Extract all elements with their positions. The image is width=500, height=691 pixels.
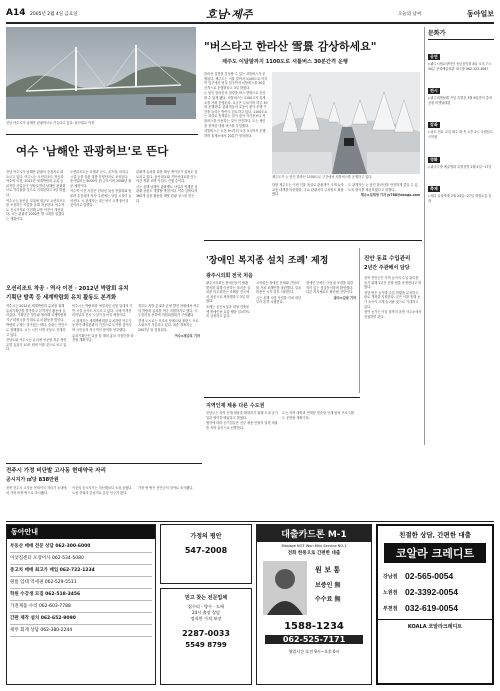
page-number: A14 (6, 8, 26, 18)
center-box-item: 집수리 · 방수 · 도배 (187, 604, 225, 609)
welfare-body-col3: 장애인 단체는 이동권 보장을 위한 의미 있는 첫걸음이라며 환영했다. 다른 지자체로도 확산될 전망이다. 광주=김권 기자 (306, 281, 356, 300)
consult-body: 전북 진안군은 지역 농가의 수입 관리를 돕기 위해 2년간 전담 팀을 운영한다고 밝혔다. 전담 팀은 농가별 수입 현황을 분석하고 판로 개척을 지원한다. 군은 이를 통해 농가 소득이 크게 늘어날 것으로 기대하고 있다. 참여 농가는 이달 말까지 읍면 사무소에서 신청하면 된다. (364, 276, 422, 319)
sidebar (428, 28, 494, 446)
card-loan-ad (256, 524, 372, 685)
credit-ad-row-label: 강남점 (383, 573, 398, 580)
consult-subhead: 2년간 주관해서 담당 (364, 265, 410, 271)
consult-headline: 진안 동료 수입관리 (364, 256, 411, 262)
hallasan-subhead: 제주도 이달말까지 1100도로 셔틀버스 30분간격 운행 (222, 59, 348, 65)
photo-caption: 전남 여수시가 남해안 관광허브로 거듭나고 있다. 돌산대교 야경 (6, 121, 95, 125)
bottom-left-rule (6, 463, 202, 464)
newspaper-name: 동아일보 (466, 9, 494, 18)
welfare-body: 광주시의회는 장애인들이 생활 편의를 위해 이용하는 복지종 설치를 의무화하는 조례를 전국에서 처음으로 제정했다고 3일 밝혔다. (206, 281, 251, 304)
bottom-left-body-col3: 가장 싼 땅은 진안군의 임야로 조사됐다. (138, 486, 194, 490)
yeosu-bridge-photo (6, 27, 196, 119)
ads-top-rule (6, 521, 494, 522)
bridge-photo-image (6, 27, 196, 119)
welfare-body-col2: 시의회는 장애인 단체와 간담회를 거쳐 조례안을 마련했다. 설치 비용은 시가 일부 지원한다. 시는 올해 시범 사업을 거쳐 내년부터 본격 시행한다. (256, 281, 302, 305)
sidebar-block-label: 전시 (430, 88, 438, 94)
credit-ad-top: 친절한 상담, 간편한 대출 (399, 531, 471, 539)
sidebar-block-text: ▷제주 들불축제 2월 24일~27일 새별오름 일대 (428, 194, 492, 203)
center-ad-1 (160, 524, 252, 584)
credit-ad-row-label: 부천점 (383, 605, 398, 612)
classified-item: 이삿짐센터 포장이사 062-534-5080 (10, 553, 152, 565)
sidebar-block-text: ▷남도 민요 교실 매주 화·목 오후 2시 국립남도국악원 (428, 130, 493, 139)
yeosu-body: 전남 여수시가 남해안 관광의 중심지로 떠오르고 있다. 여수시는 오션리조트 착공과 여수역 이전, 2012년 세계박람회 유치 등 굵직한 사업들이 잇따르면서 남해안 관광허브로 자리잡을 것으로 기대된다고 3일 밝혔다. (6, 170, 66, 197)
masthead-rule (6, 22, 494, 24)
credit-ad-row (383, 587, 487, 597)
welfare-headline: '장애인 복지종 설치 조례' 제정 (206, 256, 329, 266)
sidebar-block (428, 146, 494, 170)
card-loan-promo-box (307, 561, 371, 615)
sidebar-block-text: ▷광주비엔날레 기념 특별전 3월 6일까지 중외공원 비엔날레관 (428, 96, 492, 105)
hallasan-body-col1: 한라산 설경을 감상할 수 있는 셔틀버스가 운행된다. 제주도는 이달 말까지 1100도로 어리목 입구에서 영실 입구까지 셔틀버스를 30분 간격으로 운행한다고 3일 밝혔다. 눈 덮인 한라산의 절경을 버스 창밖으로 감상할 수 있게 됐다. 셔틀버스는 1100고지 휴게소를 거쳐 운행된다. 요금은 무료이며 하루 30회 운행한다. 관광객들의 호응이 좋아 운행 기간을 늘리는 방안도 검토하고 있다. 1100도로는 폭설로 통제되는 일이 잦아 자가용보다 셔틀버스를 이용하는 것이 안전하다. 도는 체인을 장착한 대형 버스를 투입했다. 셔틀버스는 오전 9시부터 오후 5시까지 운행하며 휴게소에서 20분간 정차한다. (204, 72, 268, 138)
yeosu-body-col3: 관광객 유치를 위한 해상 케이블카 설치도 검토되고 있다. 돌산대교와 거북선대교를 잇는 야간 경관 조명 사업도 진행 중이다. 시는 올해 남해안 관광벨트 사업과 연계한 섬 관광 상품도 개발할 방침이다. 여수 앞바다의 365개 섬을 활용한 해양 관광 코스를 만든다. (136, 170, 198, 203)
center-box-item: 24시 출장 상담 (191, 610, 221, 615)
hallasan-byline: 제주=임재영 기자 jy788@donga.com (360, 193, 420, 198)
card-loan-footer: 영업시간 오전 9시~오후 6시 (288, 649, 340, 654)
yeosu-subhead-2: 기획단 발족 등 세계박람회 유치 활동도 본격화 (6, 295, 117, 301)
sidebar-block (428, 175, 494, 203)
card-loan-phone-2: 062-525-7171 (265, 635, 363, 644)
mid-lower-body-col2: 도는 지역 대학과 연계한 맞춤형 인재 양성 프로그램도 운영할 계획이다. (282, 411, 354, 420)
center-ad-phone-3: 5549 8799 (185, 641, 227, 649)
mid-lower-body-col1: 전남도는 지역 인재 채용을 확대하기 위해 도내 공기업과 협약을 맺었다고 밝혔다. 협약에 따라 공기업들은 신규 채용 인원의 일정 비율을 지역 출신으로 선발한다. (206, 411, 278, 430)
sidebar-block-label: 강좌 (430, 122, 438, 128)
bottom-left-body: 전북 전주시 고사동 현대약국 자리가 도내에서 가장 비싼 땅으로 조사됐다. (6, 486, 67, 495)
yeosu-body-col5: 여수시는 박람회장 예정지인 신항 일대의 기반 시설 공사도 서두르고 있다. 국제 여객선 터미널과 전시 시설이 들어설 예정이다. 시 관계자는 세계박람회를 유치하면 여수가 동북아 해양관광의 거점으로 도약할 것이라며 시민들의 적극적인 참여를 당부했다. 유치기획단은 다음 달 해외 홍보 사절단을 파견할 계획이다. (72, 304, 134, 343)
center-box-item: 정직한 가격 보장 (190, 616, 222, 621)
sidebar-block-label: 축제 (430, 186, 438, 192)
hallasan-body-col2: 한편 제주도는 이번 겨울 폭설로 관광객이 크게 늘자 교통 대책을 마련했다. 주요 관광지의 주차장도 확충했다. (272, 183, 344, 197)
classified-item: 간판 제작 설치 062-652-9090 (10, 613, 152, 625)
sidebar-block-list (428, 43, 494, 203)
consult-body-text: 전북 진안군은 지역 농가의 수입 관리를 돕기 위해 2년간 전담 팀을 운영한다고 밝혔다. (364, 276, 422, 290)
section-logo: 호남·제주 (206, 8, 253, 21)
mid-rule (204, 240, 422, 241)
mid-lower-body: 전남도는 지역 인재 채용을 확대하기 위해 도내 공기업과 협약을 맺었다고 밝혔다. (206, 411, 278, 420)
credit-ad (376, 524, 494, 685)
hallasan-body: 한라산 설경을 감상할 수 있는 셔틀버스가 운행된다. 제주도는 이달 말까지 1100도로 어리목 입구에서 영실 입구까지 셔틀버스를 30분 간격으로 운행한다고 3일 밝혔다. (204, 72, 268, 90)
yeosu-body-col4: 여수시는 2012년 세계박람회 유치를 위해 유치기획단을 발족하고 본격적인 활동에 들어갔다. 기획단은 정부와 협력해 국제박람회기구 회원국을 상대로 유치 활동을 벌인다. 박람회 주제는 살아있는 바다, 숨쉬는 연안으로 정해졌다. 시는 시민 서명 운동도 전개하고 있다. 전남도와 여수시는 유치에 성공할 경우 생산 유발 효과가 10조 원에 이를 것으로 보고 있다. (6, 304, 68, 352)
mid-lower-subhead: 지역인재 채용 다른 수도권 (206, 403, 265, 409)
card-loan-title: 대출카드론 M-1 (257, 525, 371, 542)
credit-ad-row-label: 노원점 (383, 589, 398, 596)
sidebar-block (428, 111, 494, 139)
card-loan-promo2: 보증인 無 (315, 582, 341, 589)
center-ad-2 (160, 588, 252, 685)
yeosu-body-col1: 전남 여수시가 남해안 관광의 중심지로 떠오르고 있다. 여수시는 오션리조트 착공과 여수역 이전, 2012년 세계박람회 유치 등 굵직한 사업들이 잇따르면서 남해안 관광허브로 자리잡을 것으로 기대된다고 3일 밝혔다. 여수시는 돌산읍 일대에 대규모 오션리조트를 조성하는 사업을 올해 착공한다. 여수역도 신시가지로 이전해 교통 여건이 개선된다. 시는 관광객 1000만 명 시대를 열겠다는 계획이다. (6, 170, 66, 221)
bottom-left-body-col1 (6, 486, 68, 520)
sidebar-block (428, 77, 494, 105)
card-loan-sub2: 전화 한통으로 간편한 대출 (287, 551, 341, 556)
yeosu-headline: 여수 '남해안 관광허브'로 뜬다 (16, 144, 169, 158)
card-loan-sub: Manage NOT Won Mini Service NO.1 (281, 544, 347, 548)
bottom-left-body-col2: 이곳의 공시지가는 지난해보다 소폭 올랐다. 도심 상권의 중심지로 유동 인구가 많다. (72, 486, 133, 495)
card-loan-promo: 원 보 통 (315, 566, 341, 574)
credit-ad-row (383, 571, 487, 581)
consult-divider (359, 248, 360, 393)
date-line: 2005년 2월 4일 금요일 (30, 12, 78, 17)
sidebar-block (428, 43, 494, 71)
sidebar-divider (424, 27, 425, 445)
hallasan-headline: "버스타고 한라산 雪景 감상하세요" (204, 40, 377, 53)
snow-photo-image (272, 72, 420, 174)
hallasan-body-col3: 도 관계자는 눈 덮인 한라산을 안전하게 즐길 수 있도록 편의를 제공하겠다고 말했다. 제주=임재영 기자 jy788@donga.com (348, 183, 420, 198)
credit-ad-row-phone: 02-565-0054 (405, 571, 454, 581)
center-ad-phone-2: 2287-0033 (182, 629, 230, 638)
snow-road-photo (272, 72, 420, 174)
hallasan-caption: 제주도가 눈 덮인 한라산 1100도로 구간에서 셔틀버스를 운행하고 있다. (272, 175, 373, 179)
sidebar-block-label: 공연 (430, 54, 438, 59)
credit-ad-row-phone: 02-3392-0054 (405, 587, 458, 597)
bottom-left-headline: 전주시 가정 비단발 고사동 현대약국 자리 (6, 468, 106, 474)
yeosu-body-col2: 오션리조트는 호텔과 콘도, 골프장, 마리나 시설 등을 갖춘 복합 휴양단지로 조성된다. 총사업비는 5000억 원 규모이며 2008년 완공 예정이다. 여수역 이전 사업은 전라선 복선 전철화와 맞물려 추진되며 역사 주변에는 상업 시설이 들어선다. 시 관계자는 접근성이 크게 좋아질 것이라고 말했다. (70, 170, 132, 208)
classified-item: 원룸 임대 역세권 062-529-5511 (10, 577, 152, 589)
weather-label: 오늘의 날씨 (398, 12, 422, 17)
mid-lower-rule (204, 397, 360, 398)
bottom-left-subhead: 공시지가 ㎡당 838만원 (6, 477, 59, 483)
classified-item: 부동산 매매 전문 상담 062-300-6000 (10, 541, 152, 553)
masthead (6, 6, 494, 22)
classified-list (7, 539, 155, 639)
sidebar-title: 문화가 (428, 28, 494, 40)
classified-item: 학원 수강생 모집 062-518-3456 (10, 589, 152, 601)
sidebar-block-text: ▷광주극장 예술영화 특별상영 2월 4일~17일 (428, 164, 492, 169)
classified-item: 세무 회계 상담 062-380-2244 (10, 625, 152, 637)
credit-ad-footer: KOALA 코알라크레디트 (378, 619, 492, 630)
classified-ad-block (6, 524, 156, 685)
sidebar-block-text: ▷광주시립교향악단 신년음악회 8일 오후 7시 30분 문화예술회관 대극장 062-123-4567 (428, 62, 491, 71)
person-photo-icon (263, 561, 307, 615)
yeosu-body-col6: 정부도 지방 분권과 균형 발전 차원에서 여수의 박람회 유치를 적극 지원하기로 했다. 국무총리실 산하에 지원위원회가 구성됐다. 경쟁 도시로는 모로코 탕헤르와 폴란드 브로츠와프가 거론되고 있다. 최종 개최지는 2007년 말 결정된다. 여수=정승호 기자 (138, 304, 200, 338)
card-loan-body (257, 561, 371, 615)
credit-ad-row-phone: 032-619-0054 (405, 603, 458, 613)
sidebar-block-label: 영화 (430, 156, 438, 162)
credit-ad-row (383, 603, 487, 613)
card-loan-promo3: 수수료 無 (315, 596, 341, 603)
yeosu-top-rule (6, 134, 198, 135)
card-loan-phone-1: 1588-1234 (284, 621, 344, 632)
welfare-body-col1: 광주시의회는 장애인들이 생활 편의를 위해 이용하는 복지종 설치를 의무화하는 조례를 전국에서 처음으로 제정했다고 3일 밝혔다. 조례는 공공시설과 대형 건축물에 장애인용 호출 벨을 설치하도록 규정하고 있다. (206, 281, 251, 319)
credit-ad-brand: 코알라 크레디트 (384, 543, 486, 563)
card-loan-portrait (263, 561, 307, 615)
classified-title: 동아안내 (7, 525, 155, 539)
center-ad-title: 가정의 평안 (190, 533, 222, 540)
center-box-list (161, 601, 251, 625)
classified-item: 중고차 매매 최고가 매입 062-722-1234 (10, 565, 152, 577)
credit-ad-rows (378, 571, 492, 613)
center-box-title: 믿고 찾는 전문업체 (184, 595, 228, 601)
center-ad-phone-1: 547-2008 (184, 546, 228, 555)
welfare-subhead: 광주시의회 전국 처음 (206, 273, 253, 279)
yeosu-subhead-1: 오션리조트 착공 · 역사 이전 · 2012년 박람회 유치 (6, 286, 129, 292)
classified-item: 가전제품 수리 062-603-7788 (10, 601, 152, 613)
